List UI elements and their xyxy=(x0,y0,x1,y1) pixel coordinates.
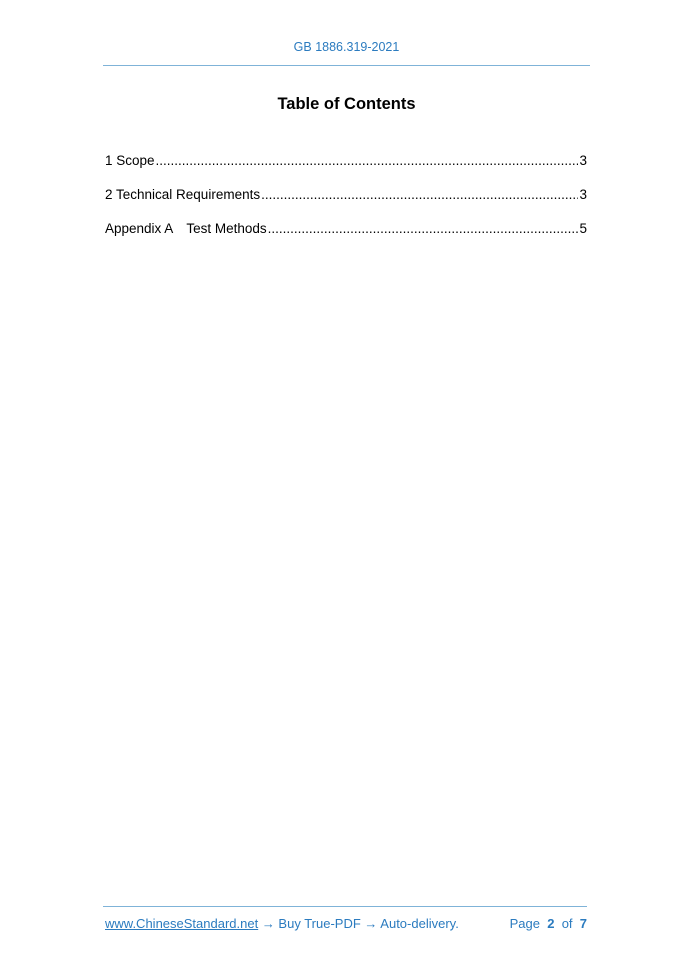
footer-divider xyxy=(103,906,587,907)
page-word: Page xyxy=(509,916,540,931)
toc-entry-label: 2 Technical Requirements xyxy=(105,187,261,202)
footer-tagline: → Buy True-PDF → Auto-delivery. xyxy=(258,916,459,931)
page-total: 7 xyxy=(579,916,587,931)
site-link[interactable]: www.ChineseStandard.net xyxy=(105,916,259,931)
toc-leader-dots xyxy=(261,187,578,202)
footer-left xyxy=(105,916,459,931)
toc-entry-label xyxy=(105,221,267,236)
page-indicator xyxy=(510,916,587,931)
toc-list xyxy=(105,153,587,255)
toc-title: Table of Contents xyxy=(277,95,416,113)
footer xyxy=(105,916,587,931)
toc-entry-label: 1 Scope xyxy=(105,153,155,168)
toc-entry-page: 3 xyxy=(579,187,587,202)
toc-entry-appendix-a[interactable] xyxy=(105,221,587,255)
header-doc-code: GB 1886.319-2021 xyxy=(293,40,400,54)
toc-leader-dots xyxy=(268,221,579,236)
toc-entry-page: 3 xyxy=(579,153,587,168)
toc-leader-dots xyxy=(156,153,579,168)
page-current: 2 xyxy=(547,916,555,931)
toc-entry-label-prefix: Appendix A xyxy=(105,221,174,236)
toc-entry-technical-requirements[interactable] xyxy=(105,187,587,221)
toc-entry-label-suffix: Test Methods xyxy=(186,221,267,236)
toc-entry-scope[interactable] xyxy=(105,153,587,187)
of-word: of xyxy=(561,916,573,931)
toc-entry-page: 5 xyxy=(579,221,587,236)
header-divider xyxy=(103,65,590,66)
